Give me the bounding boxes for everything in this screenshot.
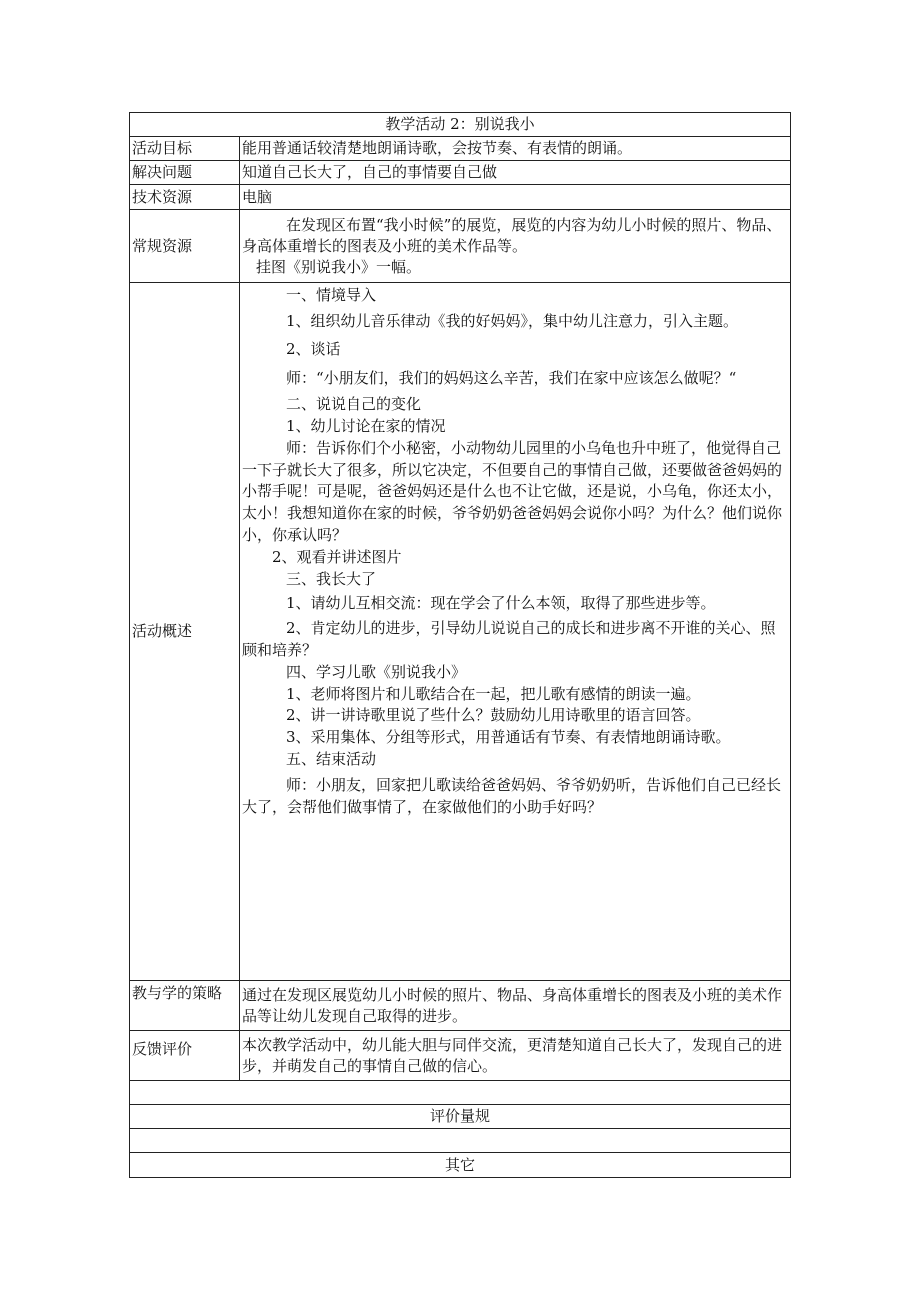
overview-line: 2、观看并讲述图片 xyxy=(272,547,402,566)
overview-line: 师：“小朋友们，我们的妈妈这么辛苦，我们在家中应该怎么做呢？“ xyxy=(286,369,737,388)
overview-line: 1、幼儿讨论在家的情况 xyxy=(286,416,446,435)
title-row xyxy=(130,113,791,137)
overview-line: 五、结束活动 xyxy=(286,749,377,768)
overview-line: 2、讲一讲诗歌里说了些什么？鼓励幼儿用诗歌里的语言回答。 xyxy=(286,706,701,725)
feedback-value: 本次教学活动中，幼儿能大胆与同伴交流，更清楚知道自己长大了，发现自己的进步，并萌发自己的事情自己做的信心。 xyxy=(240,1031,791,1081)
strategy-value: 通过在发现区展览幼儿小时候的照片、物品、身高体重增长的图表及小班的美术作品等让幼儿发现自己取得的进步。 xyxy=(240,981,791,1031)
tech-label: 技术资源 xyxy=(130,185,240,210)
problem-row xyxy=(130,161,791,185)
lesson-title: 教学活动 2：别说我小 xyxy=(130,113,791,137)
overview-line: 四、学习儿歌《别说我小》 xyxy=(286,662,467,681)
problem-value: 知道自己长大了，自己的事情要自己做 xyxy=(240,161,791,185)
overview-line: 2、肯定幼儿的进步，引导幼儿说说自己的成长和进步离不开谁的关心、照顾和培养？ xyxy=(242,619,776,659)
overview-line: 1、请幼儿互相交流：现在学会了什么本领，取得了那些进步等。 xyxy=(286,594,716,613)
problem-label: 解决问题 xyxy=(130,161,240,185)
empty-row-1 xyxy=(130,1081,791,1105)
goal-row xyxy=(130,137,791,161)
overview-label: 活动概述 xyxy=(130,283,240,981)
goal-label: 活动目标 xyxy=(130,137,240,161)
other-heading: 其它 xyxy=(130,1153,791,1178)
empty-row-2 xyxy=(130,1129,791,1153)
strategy-label: 教与学的策略 xyxy=(130,981,240,1031)
overview-line: 1、组织幼儿音乐律动《我的好妈妈》，集中幼儿注意力，引入主题。 xyxy=(286,311,739,330)
other-row xyxy=(130,1153,791,1178)
tech-value: 电脑 xyxy=(240,185,791,210)
overview-line: 三、我长大了 xyxy=(286,569,377,588)
empty-cell xyxy=(130,1081,791,1105)
tech-row xyxy=(130,185,791,210)
feedback-label: 反馈评价 xyxy=(130,1031,240,1081)
resources-row xyxy=(130,210,791,283)
resources-value xyxy=(240,210,791,283)
resources-label: 常规资源 xyxy=(130,210,240,283)
overview-row xyxy=(130,283,791,981)
overview-line: 1、老师将图片和儿歌结合在一起，把儿歌有感情的朗读一遍。 xyxy=(286,684,701,703)
resources-paragraph-1: 在发现区布置“我小时候”的展览，展览的内容为幼儿小时候的照片、物品、身高体重增长的图表及小班的美术作品等。 xyxy=(242,215,782,255)
rubric-row xyxy=(130,1105,791,1129)
rubric-heading: 评价量规 xyxy=(130,1105,791,1129)
overview-line: 二、说说自己的变化 xyxy=(286,395,422,414)
overview-line: 3、采用集体、分组等形式，用普通话有节奏、有表情地朗诵诗歌。 xyxy=(286,728,731,747)
resources-paragraph-2: 挂图《别说我小》一幅。 xyxy=(256,257,422,276)
goal-value: 能用普通话较清楚地朗诵诗歌，会按节奏、有表情的朗诵。 xyxy=(240,137,791,161)
overview-content xyxy=(240,283,791,981)
feedback-row xyxy=(130,1031,791,1081)
overview-line: 2、谈话 xyxy=(286,339,341,358)
overview-line: 一、情境导入 xyxy=(286,286,377,304)
overview-line: 师：小朋友，回家把儿歌读给爸爸妈妈、爷爷奶奶听，告诉他们自己已经长大了，会帮他们做事情了，在家做他们的小助手好吗？ xyxy=(242,775,782,816)
strategy-row xyxy=(130,981,791,1031)
overview-line: 师：告诉你们个小秘密，小动物幼儿园里的小乌龟也升中班了，他觉得自己一下子就长大了很多，所以它决定，不但要自己的事情自己做，还要做爸爸妈妈的小帮手呢！可是呢，爸爸妈妈还是什么也不让它做，还是说，小乌龟，你还太小，太小！我想知道你在家的时候，爷爷奶奶爸爸妈妈会说你小吗？为什么？他们说你小，你承认吗？ xyxy=(242,438,783,544)
lesson-plan-table xyxy=(129,112,791,1178)
empty-cell xyxy=(130,1129,791,1153)
